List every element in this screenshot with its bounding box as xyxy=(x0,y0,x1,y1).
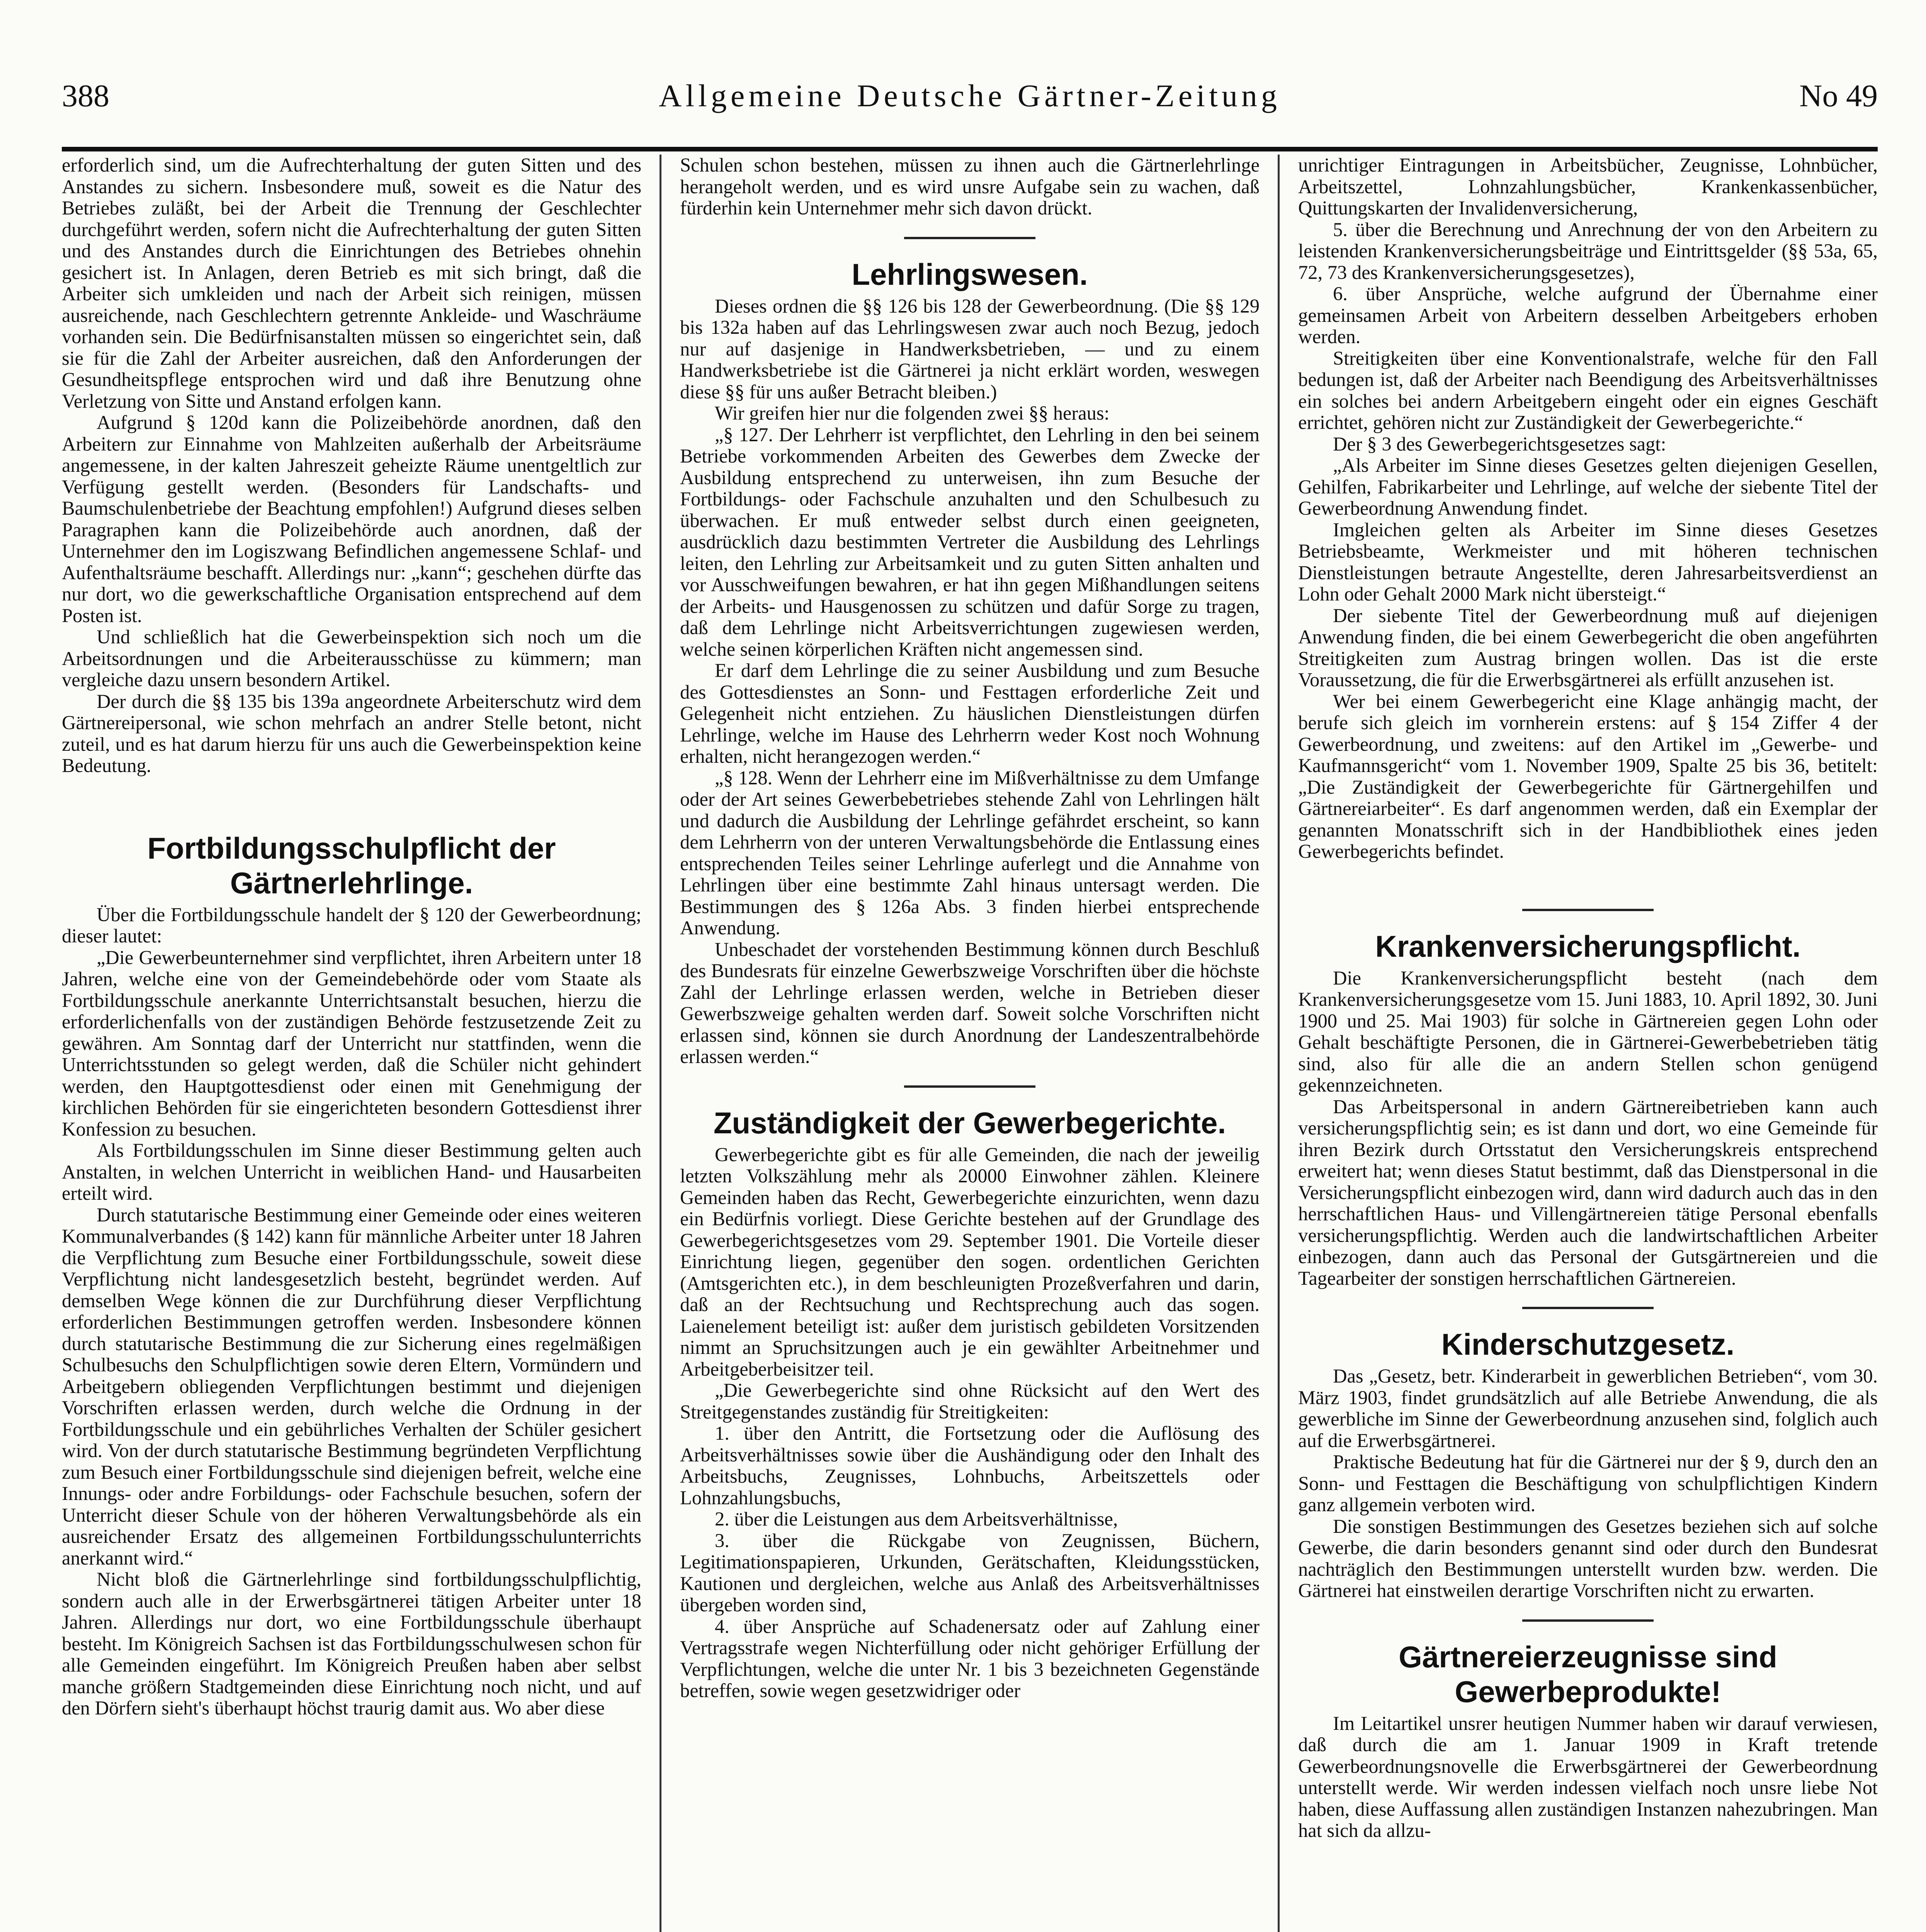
section-heading: Kinderschutzgesetz. xyxy=(1441,1327,1735,1361)
paragraph: Das Arbeitspersonal in andern Gärtnereibetrieben kann auch versicherungspflichtig sein; es ist dann und dort, wo eine Gemeinde für ihren Bezirk durch Ortsstatut den Versicherungskreis entsprechend erweitert hat; wenn dieses Statut bestimmt, daß das Dienstpersonal in die Versicherungspflicht einbezogen wird, dann wird dadurch auch das in den herrschaftlichen Haus- und Villengärtnereien tätige Personal ebenfalls versicherungspflichtig. Werden auch die landwirtschaftlichen Arbeiter einbezogen, dann auch das Personal der Gutsgärtnereien und die Tagearbeiter der sonstigen herrschaftlichen Gärtnereien. xyxy=(1298,1095,1878,1289)
paragraph: 4. über Ansprüche auf Schadenersatz oder auf Zahlung einer Vertragsstrafe wegen Nichterfüllung oder nicht gehöriger Erfüllung der Verpflichtungen, welche die unter Nr. 1 bis 3 bezeichneten Gegenstände betreffen, sowie wegen gesetzwidriger oder xyxy=(680,1615,1260,1701)
paragraph: Er darf dem Lehrlinge die zu seiner Ausbildung und zum Besuche des Gottesdienstes an Sonn- und Festtagen erforderliche Zeit und Gelegenheit nicht entziehen. Zu häuslichen Dienstleistungen dürfen Lehrlinge, welche im Hause des Lehrherrn weder Kost noch Wohnung erhalten, nicht herangezogen werden.“ xyxy=(680,660,1260,767)
paragraph: Streitigkeiten über eine Konventionalstrafe, welche für den Fall bedungen ist, daß der Arbeiter nach Beendigung des Arbeitsverhältnisses ein solches bei andern Arbeitgebern eingeht oder ein eignes Geschäft errichtet, gehören nicht zur Zuständigkeit der Gewerbegerichte.“ xyxy=(1298,347,1878,433)
paragraph: Im Leitartikel unsrer heutigen Nummer haben wir darauf verwiesen, daß durch die am 1. Januar 1909 in Kraft tretende Gewerbeordnungsnovelle die Erwerbsgärtnerei der Gewerbeordnung unterstellt werde. Wir werden indessen vielfach noch unsre liebe Not haben, diese Auffassung allen zuständigen Instanzen nahezubringen. Man hat sich da allzu- xyxy=(1298,1712,1878,1841)
paragraph: 6. über Ansprüche, welche aufgrund der Übernahme einer gemeinsamen Arbeit von Arbeitern desselben Arbeitgebers erhoben werden. xyxy=(1298,283,1878,347)
paragraph: Dieses ordnen die §§ 126 bis 128 der Gewerbeordnung. (Die §§ 129 bis 132a haben auf das Lehrlingswesen zwar auch noch Bezug, jedoch nur auf dasjenige in Handwerksbetrieben, — und zu einem Handwerksbetriebe ist die Gärtnerei ja nicht erklärt worden, weswegen diese §§ für uns außer Betracht bleiben.) xyxy=(680,295,1260,403)
paragraph: „§ 127. Der Lehrherr ist verpflichtet, den Lehrling in den bei seinem Betriebe vorkommenden Arbeiten des Gewerbes dem Zwecke der Ausbildung entsprechend zu unterweisen, ihn zum Besuche der Fortbildungs- oder Fachschule anzuhalten und den Schulbesuch zu überwachen. Er muß entweder selbst durch einen geeigneten, ausdrücklich dazu bestimmten Vertreter die Ausbildung des Lehrlings leiten, den Lehrling zur Arbeitsamkeit und zu guten Sitten anhalten und vor Ausschweifungen bewahren, er hat ihn gegen Mißhandlungen seitens der Arbeits- und Hausgenossen zu schützen und dafür Sorge zu tragen, daß dem Lehrlinge nicht Arbeitsverrichtungen zugewiesen werden, welche seinen körperlichen Kräften nicht angemessen sind. xyxy=(680,423,1260,660)
paragraph: 5. über die Berechnung und Anrechnung der von den Arbeitern zu leistenden Krankenversicherungsbeiträge und Eintrittsgelder (§§ 53a, 65, 72, 73 des Krankenversicherungsgesetzes), xyxy=(1298,218,1878,283)
paragraph: „§ 128. Wenn der Lehrherr eine im Mißverhältnisse zu dem Umfange oder der Art seines Gewerbebetriebes stehende Zahl von Lehrlingen hält und dadurch die Ausbildung der Lehrlinge gefährdet erscheint, so kann dem Lehrherrn von der unteren Verwaltungsbehörde die Entlassung eines entsprechenden Teiles seiner Lehrlinge auferlegt und die Annahme von Lehrlingen über eine bestimmte Zahl hinaus untersagt werden. Die Bestimmungen des § 126a Abs. 3 finden hierbei entsprechende Anwendung. xyxy=(680,767,1260,939)
section-heading: Zuständigkeit der Gewerbegerichte. xyxy=(713,1105,1226,1140)
column-1 xyxy=(62,155,641,1932)
paragraph: Aufgrund § 120d kann die Polizeibehörde anordnen, daß den Arbeitern zur Einnahme von Mahlzeiten außerhalb der Arbeitsräume angemessene, in der kalten Jahreszeit geheizte Räume unentgeltlich zur Verfügung gestellt werden. (Besonders für Landschafts- und Baumschulenbetriebe der Beachtung empfohlen!) Aufgrund dieses selben Paragraphen kann die Polizeibehörde auch anordnen, daß der Unternehmer den im Logiszwang Befindlichen angemessene Schlaf- und Aufenthaltsräume beschafft. Allerdings nur: „kann“; geschehen dürfte das nur dort, wo die gewerkschaftliche Organisation entsprechend auf dem Posten ist. xyxy=(62,412,641,626)
issue-number: No 49 xyxy=(1799,78,1878,113)
paragraph: Imgleichen gelten als Arbeiter im Sinne dieses Gesetzes Betriebsbeamte, Werkmeister und mit höheren technischen Dienstleistungen betraute Angestellte, deren Jahresarbeitsverdienst an Lohn oder Gehalt 2000 Mark nicht übersteigt.“ xyxy=(1298,519,1878,605)
paragraph: Und schließlich hat die Gewerbeinspektion sich noch um die Arbeitsordnungen und die Arbeiterausschüsse zu kümmern; man vergleiche dazu unsern besondern Artikel. xyxy=(62,626,641,690)
section-separator xyxy=(1522,909,1654,911)
paragraph: Gewerbegerichte gibt es für alle Gemeinden, die nach der jeweilig letzten Volkszählung mehr als 20000 Einwohner zählen. Kleinere Gemeinden haben das Recht, Gewerbegerichte einzurichten, wenn dazu ein Bedürfnis vorliegt. Diese Gerichte bestehen auf der Grundlage des Gewerbegerichtsgesetzes vom 29. September 1901. Die Vorteile dieser Einrichtung liegen, gegenüber den sogen. ordentlichen Gerichten (Amtsgerichten etc.), in dem beschleunigten Prozeßverfahren und darin, daß an der Rechtsuchung und Rechtsprechung auch das sogen. Laienelement beteiligt ist: außer dem juristisch gebildeten Vorsitzenden nimmt an Spruchsitzungen auch je ein gewählter Arbeitnehmer und Arbeitgeberbeisitzer teil. xyxy=(680,1143,1260,1380)
paragraph: Das „Gesetz, betr. Kinderarbeit in gewerblichen Betrieben“, vom 30. März 1903, findet grundsätzlich auf alle Betriebe Anwendung, die als gewerbliche im Sinne der Gewerbeordnung anzusehen sind, folglich auch auf die Erwerbsgärtnerei. xyxy=(1298,1365,1878,1451)
paragraph: Als Fortbildungsschulen im Sinne dieser Bestimmung gelten auch Anstalten, in welchen Unterricht in weiblichen Hand- und Hausarbeiten erteilt wird. xyxy=(62,1139,641,1204)
newspaper-title: Allgemeine Deutsche Gärtner-Zeitung xyxy=(659,78,1281,113)
paragraph: Die Krankenversicherungspflicht besteht (nach dem Krankenversicherungsgesetze vom 15. Juni 1883, 10. April 1892, 30. Juni 1900 und 25. Mai 1903) für solche in Gärtnereien gegen Lohn oder Gehalt beschäftigte Personen, die in Gärtnerei-Gewerbebetrieben tätig sind, also für alle die an andern Stellen schon genügend gekennzeichneten. xyxy=(1298,967,1878,1096)
paragraph: Der durch die §§ 135 bis 139a angeordnete Arbeiterschutz wird dem Gärtnereipersonal, wie schon mehrfach an andrer Stelle betont, nicht zuteil, und es hat darum hierzu für uns auch die Gewerbeinspektion keine Bedeutung. xyxy=(62,690,641,776)
paragraph: unrichtiger Eintragungen in Arbeitsbücher, Zeugnisse, Lohnbücher, Arbeitszettel, Lohnzahlungsbücher, Krankenkassenbücher, Quittungskarten der Invalidenversicherung, xyxy=(1298,155,1878,219)
section-separator xyxy=(904,1085,1035,1088)
section-heading: Krankenversicherungspflicht. xyxy=(1375,929,1801,963)
paragraph: 3. über die Rückgabe von Zeugnissen, Büchern, Legitimationspapieren, Urkunden, Gerätschaften, Kleidungsstücken, Kautionen und dergleichen, welche aus Anlaß des Arbeitsverhältnisses übergeben worden sind, xyxy=(680,1529,1260,1616)
paragraph: Über die Fortbildungsschule handelt der § 120 der Gewerbeordnung; dieser lautet: xyxy=(62,903,641,947)
paragraph: Durch statutarische Bestimmung einer Gemeinde oder eines weiteren Kommunalverbandes (§ 142) kann für männliche Arbeiter unter 18 Jahren die Verpflichtung zum Besuche einer Fortbildungsschule, soweit diese Verpflichtung nicht landesgesetzlich besteht, begründet werden. Auf demselben Wege können die zur Durchführung dieser Verpflichtung erforderlichen Bestimmungen getroffen werden. Insbesondere können durch statutarische Bestimmung die zur Sicherung eines regelmäßigen Schulbesuchs den Schulpflichtigen sowie deren Eltern, Vormündern und Arbeitgebern obliegenden Verpflichtungen bestimmt und diejenigen Vorschriften erlassen werden, durch welche die Ordnung in der Fortbildungsschule und ein gebührliches Verhalten der Schüler gesichert wird. Von der durch statutarische Bestimmung begründeten Verpflichtung zum Besuch einer Fortbildungsschule sind diejenigen befreit, welche eine Innungs- oder andre Forbildungs- oder Fachschule besuchen, sofern der Unterricht dieser Schule von der höheren Verwaltungsbehörde als ein ausreichender Ersatz des allgemeinen Fortbildungsschulunterrichts anerkannt wird.“ xyxy=(62,1204,641,1569)
paragraph: „Als Arbeiter im Sinne dieses Gesetzes gelten diejenigen Gesellen, Gehilfen, Fabrikarbeiter und Lehrlinge, auf welche der siebente Titel der Gewerbeordnung Anwendung findet. xyxy=(1298,454,1878,519)
section-heading: Fortbildungsschulpflicht der Gärtnerlehrlinge. xyxy=(147,831,556,900)
header-rule xyxy=(62,147,1878,151)
page-number: 388 xyxy=(62,78,109,113)
paragraph: Nicht bloß die Gärtnerlehrlinge sind fortbildungsschulpflichtig, sondern auch alle in der Erwerbsgärtnerei tätigen Arbeiter unter 18 Jahren. Allerdings nur dort, wo eine Fortbildungsschule überhaupt besteht. Im Königreich Sachsen ist das Fortbildungsschulwesen schon für alle Gemeinden eingeführt. Im Königreich Preußen haben aber selbst manche größern Stadtgemeinden diese Einrichtung noch nicht, und auf den Dörfern sieht's überhaupt höchst traurig damit aus. Wo aber diese xyxy=(62,1568,641,1719)
section-separator xyxy=(1522,1619,1654,1622)
column-2 xyxy=(680,155,1260,1932)
paragraph: Wir greifen hier nur die folgenden zwei §§ heraus: xyxy=(715,402,1110,424)
column-divider xyxy=(1278,155,1280,1932)
column-divider xyxy=(660,155,661,1932)
column-3 xyxy=(1298,155,1878,1932)
paragraph: erforderlich sind, um die Aufrechterhaltung der guten Sitten und des Anstandes zu sichern. Insbesondere muß, soweit es die Natur des Betriebes zuläßt, bei der Arbeit die Trennung der Geschlechter durchgeführt werden, sofern nicht die Aufrechterhaltung der guten Sitten und des Anstandes durch die Einrichtungen des Betriebes ohnehin gesichert ist. In Anlagen, deren Betrieb es mit sich bringt, daß die Arbeiter sich umkleiden und nach der Arbeit sich reinigen, müssen ausreichende, nach Geschlechtern getrennte Ankleide- und Waschräume vorhanden sein. Die Bedürfnisanstalten müssen so eingerichtet sein, daß sie für die Zahl der Arbeiter ausreichen, daß den Anforderungen der Gesundheitspflege entsprochen wird und daß ihre Benutzung ohne Verletzung von Sitte und Anstand erfolgen kann. xyxy=(62,155,641,412)
paragraph: Der § 3 des Gewerbegerichtsgesetzes sagt: xyxy=(1333,433,1666,455)
paragraph: 2. über die Leistungen aus dem Arbeitsverhältnisse, xyxy=(715,1508,1118,1530)
section-separator xyxy=(1522,1307,1654,1309)
paragraph: „Die Gewerbegerichte sind ohne Rücksicht auf den Wert des Streitgegenstandes zuständig für Streitigkeiten: xyxy=(680,1379,1260,1423)
paragraph: Praktische Bedeutung hat für die Gärtnerei nur der § 9, durch den an Sonn- und Festtagen die Beschäftigung von schulpflichtigen Kindern ganz allgemein verboten wird. xyxy=(1298,1451,1878,1515)
paragraph: Wer bei einem Gewerbegericht eine Klage anhängig macht, der berufe sich gleich im vornherein erstens: auf § 154 Ziffer 4 der Gewerbeordnung, und zweitens: auf den Artikel im „Gewerbe- und Kaufmannsgericht“ vom 1. November 1909, Spalte 25 bis 36, betitelt: „Die Zuständigkeit der Gewerbegerichte für Gärtnergehilfen und Gärtnereiarbeiter“. Es darf angenommen werden, daß ein Exemplar der genannten Monatsschrift sich in der Handbibliothek eines jeden Gewerbegerichts befindet. xyxy=(1298,690,1878,862)
paragraph: Die sonstigen Bestimmungen des Gesetzes beziehen sich auf solche Gewerbe, die darin besonders genannt sind oder durch den Bundesrat nachträglich den Bestimmungen unterstellt wurden bzw. werden. Die Gärtnerei hat einstweilen derartige Vorschriften nicht zu erwarten. xyxy=(1298,1515,1878,1601)
paragraph: 1. über den Antritt, die Fortsetzung oder die Auflösung des Arbeitsverhältnisses sowie über die Aushändigung oder den Inhalt des Arbeitsbuchs, Zeugnisses, Lohnbuchs, Arbeitszettels oder Lohnzahlungsbuchs, xyxy=(680,1422,1260,1509)
paragraph: Schulen schon bestehen, müssen zu ihnen auch die Gärtnerlehrlinge herangeholt werden, und es wird unsre Aufgabe sein zu wachen, daß fürderhin kein Unternehmer mehr sich davon drückt. xyxy=(680,155,1260,219)
paragraph: „Die Gewerbeunternehmer sind verpflichtet, ihren Arbeitern unter 18 Jahren, welche eine von der Gemeindebehörde oder vom Staate als Fortbildungsschule anerkannte Unterrichtsanstalt besuchen, hierzu die erforderlichenfalls von der zuständigen Behörde festzusetzende Zeit zu gewähren. Am Sonntag darf der Unterricht nur stattfinden, wenn die Unterrichtsstunden so gelegt werden, daß die Schüler nicht gehindert werden, den Hauptgottesdienst oder einen mit Genehmigung der kirchlichen Behörden für sie eingerichteten besondern Gottesdienst ihrer Konfession zu besuchen. xyxy=(62,946,641,1140)
section-separator xyxy=(904,237,1035,239)
paragraph: Der siebente Titel der Gewerbeordnung muß auf diejenigen Anwendung finden, die bei einem Gewerbegericht die oben angeführten Streitigkeiten zum Austrag bringen wollen. Das ist die erste Voraussetzung, die für die Erwerbsgärtnerei als erfüllt anzusehen ist. xyxy=(1298,604,1878,690)
page-header xyxy=(62,65,1878,127)
section-heading: Gärtnereierzeugnisse sind Gewerbeprodukte! xyxy=(1399,1639,1777,1709)
paragraph: Unbeschadet der vorstehenden Bestimmung können durch Beschluß des Bundesrats für einzelne Gewerbszweige Vorschriften über die höchste Zahl der Lehrlinge erlassen werden, welche in Betrieben dieser Gewerbszweige gehalten werden darf. Soweit solche Vorschriften nicht erlassen sind, können sie durch Anordnung der Landeszentralbehörde erlassen werden.“ xyxy=(680,938,1260,1067)
section-heading: Lehrlingswesen. xyxy=(852,257,1088,291)
